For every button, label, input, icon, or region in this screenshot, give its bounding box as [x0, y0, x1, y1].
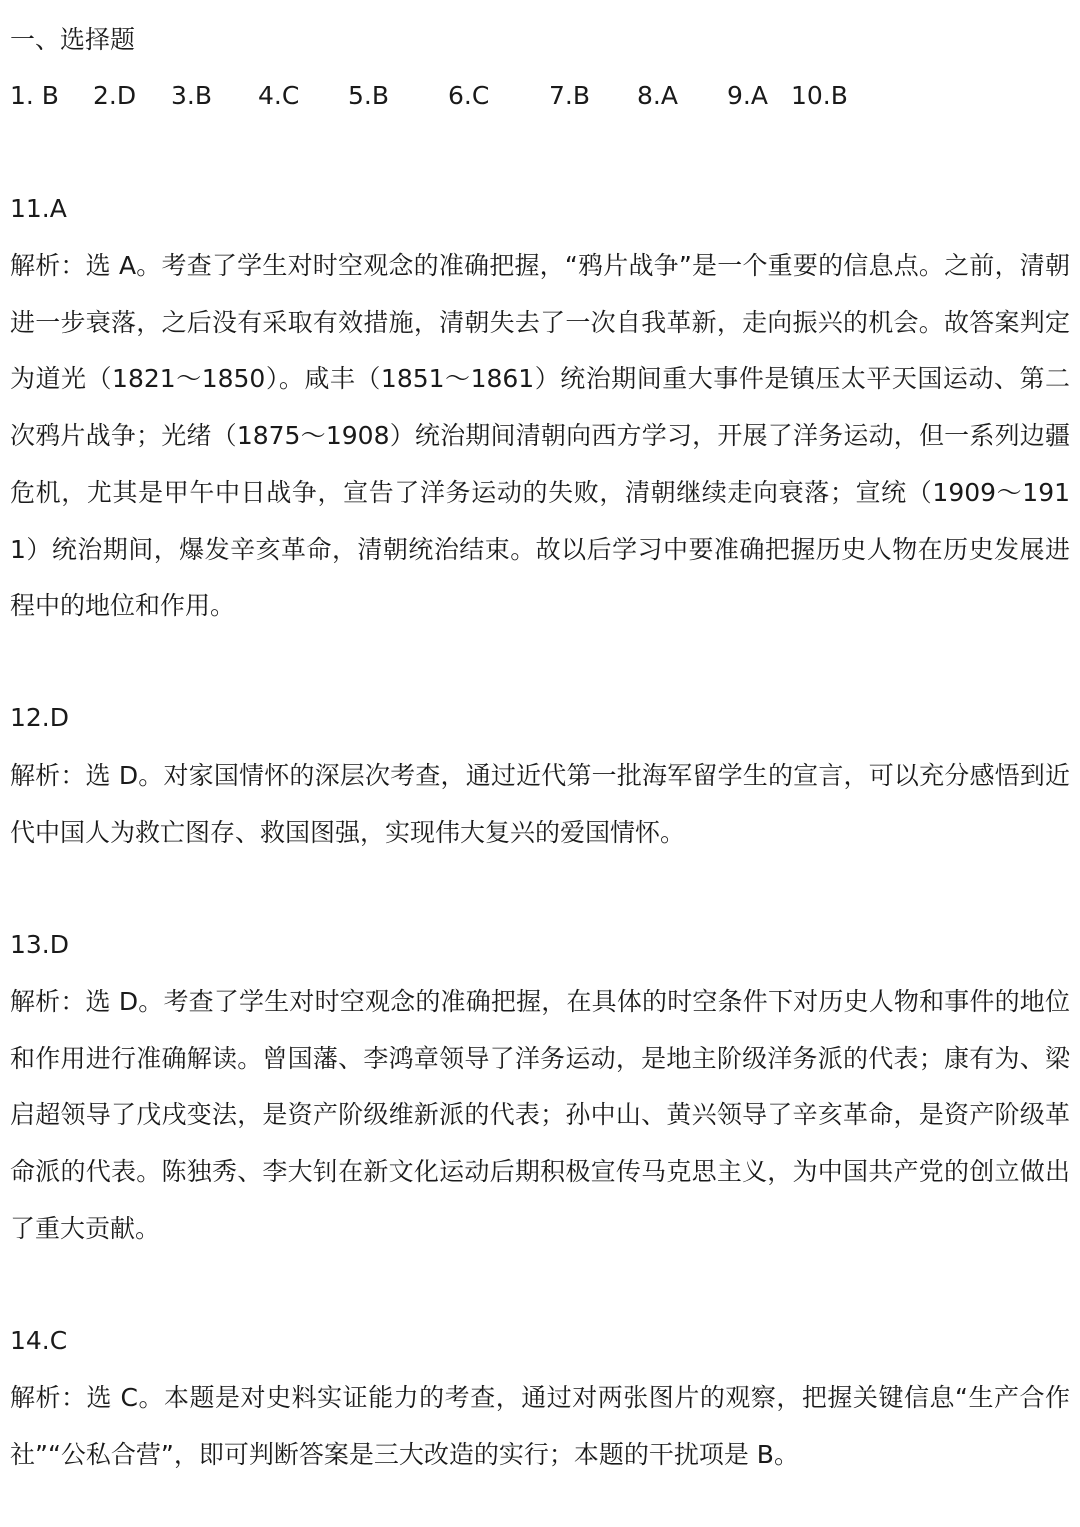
question-12-analysis: 解析：选 D。对家国情怀的深层次考查，通过近代第一批海军留学生的宣言，可以充分感悟到近代中国人为救亡图存、救国图强，实现伟大复兴的爱国情怀。	[10, 761, 1070, 847]
question-11-label: 11.A	[10, 194, 67, 223]
answer-item: 10.B	[791, 81, 848, 110]
answer-item: 8.A	[637, 81, 678, 110]
answer-item: 3.B	[171, 81, 213, 110]
answer-key-row	[0, 78, 1080, 114]
question-11-analysis: 解析：选 A。考查了学生对时空观念的准确把握，“鸦片战争”是一个重要的信息点。之前，清朝进一步衰落，之后没有采取有效措施，清朝失去了一次自我革新，走向振兴的机会。故答案判定为道光（1821～1850）。咸丰（1851～1861）统治期间重大事件是镇压太平天国运动、第二次鸦片战争；光绪（1875～1908）统治期间清朝向西方学习，开展了洋务运动，但一系列边疆危机，尤其是甲午中日战争，宣告了洋务运动的失败，清朝继续走向衰落；宣统（1909～1911）统治期间，爆发辛亥革命，清朝统治结束。故以后学习中要准确把握历史人物在历史发展进程中的地位和作用。	[10, 251, 1070, 621]
answer-item: 9.A	[727, 81, 768, 110]
question-14-analysis: 解析：选 C。本题是对史料实证能力的考查，通过对两张图片的观察，把握关键信息“生产合作社”“公私合营”，即可判断答案是三大改造的实行；本题的干扰项是 B。	[10, 1383, 1070, 1469]
answer-item: 4.C	[258, 81, 300, 110]
question-12-label: 12.D	[10, 703, 70, 732]
section-title: 一、选择题	[10, 25, 136, 54]
answer-item: 2.D	[93, 81, 137, 110]
question-13-analysis: 解析：选 D。考查了学生对时空观念的准确把握，在具体的时空条件下对历史人物和事件的地位和作用进行准确解读。曾国藩、李鸿章领导了洋务运动，是地主阶级洋务派的代表；康有为、梁启超领导了戊戌变法，是资产阶级维新派的代表；孙中山、黄兴领导了辛亥革命，是资产阶级革命派的代表。陈独秀、李大钊在新文化运动后期积极宣传马克思主义，为中国共产党的创立做出了重大贡献。	[10, 987, 1070, 1243]
answer-item: 7.B	[549, 81, 591, 110]
answer-item: 5.B	[348, 81, 390, 110]
question-14-label: 14.C	[10, 1326, 68, 1355]
answer-item: 1. B	[10, 81, 59, 110]
question-13-label: 13.D	[10, 930, 70, 959]
answer-item: 6.C	[448, 81, 490, 110]
